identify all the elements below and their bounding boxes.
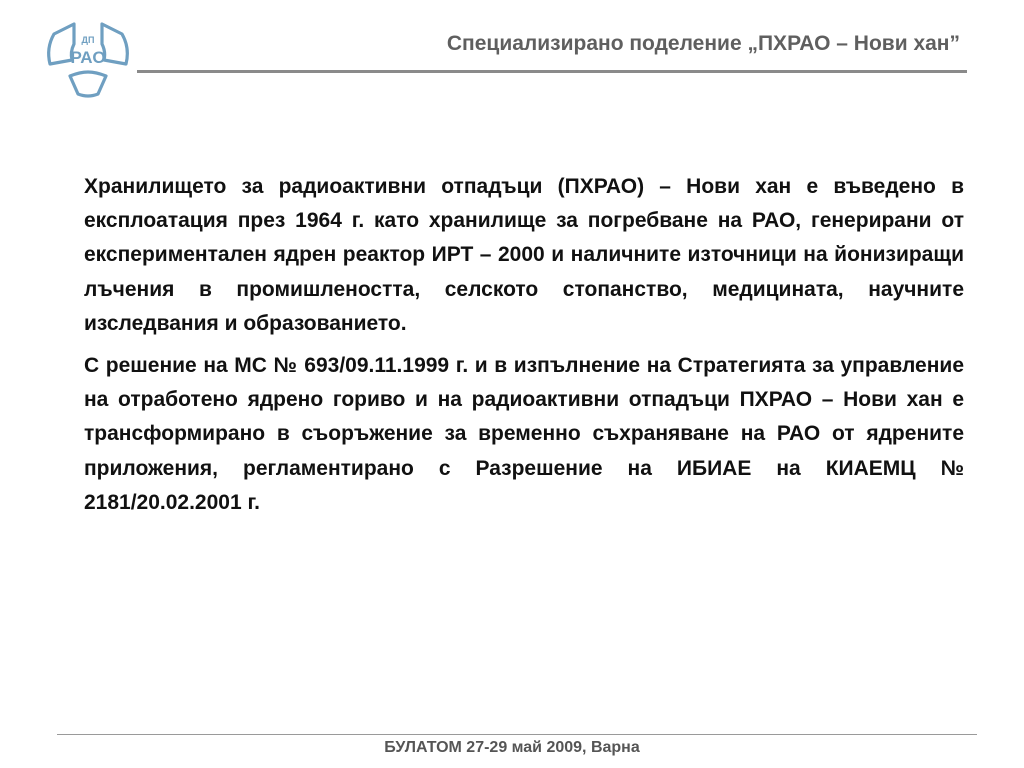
logo-top-text: ДП	[81, 35, 95, 45]
main-content	[84, 170, 964, 528]
page-title: Специализирано поделение „ПХРАО – Нови хан”	[446, 32, 960, 55]
footer-divider	[57, 734, 977, 735]
footer-event: БУЛАТОМ 27-29 май 2009, Варна	[384, 739, 640, 756]
header-divider	[137, 70, 967, 73]
logo-main-text: РАО	[70, 48, 106, 67]
paragraph-decision: С решение на МС № 693/09.11.1999 г. и в изпълнение на Стратегията за управление на отработено ядрено гориво и на радиоактивни отпадъци ПХРАО – Нови хан е трансформирано в съоръжение за временно съхраняване на РАО от ядрените приложения, регламентирано с Разрешение на ИБИАЕ на КИАЕМЦ № 2181/20.02.2001 г.	[84, 354, 964, 514]
dp-rao-logo	[44, 14, 132, 100]
paragraph-history: Хранилището за радиоактивни отпадъци (ПХРАО) – Нови хан е въведено в експлоатация през 1964 г. като хранилище за погребване на РАО, генерирани от експериментален ядрен реактор ИРТ – 2000 и наличните източници на йонизиращи лъчения в промишлеността, селското стопанство, медицината, научните изследвания и образованието.	[84, 175, 964, 335]
